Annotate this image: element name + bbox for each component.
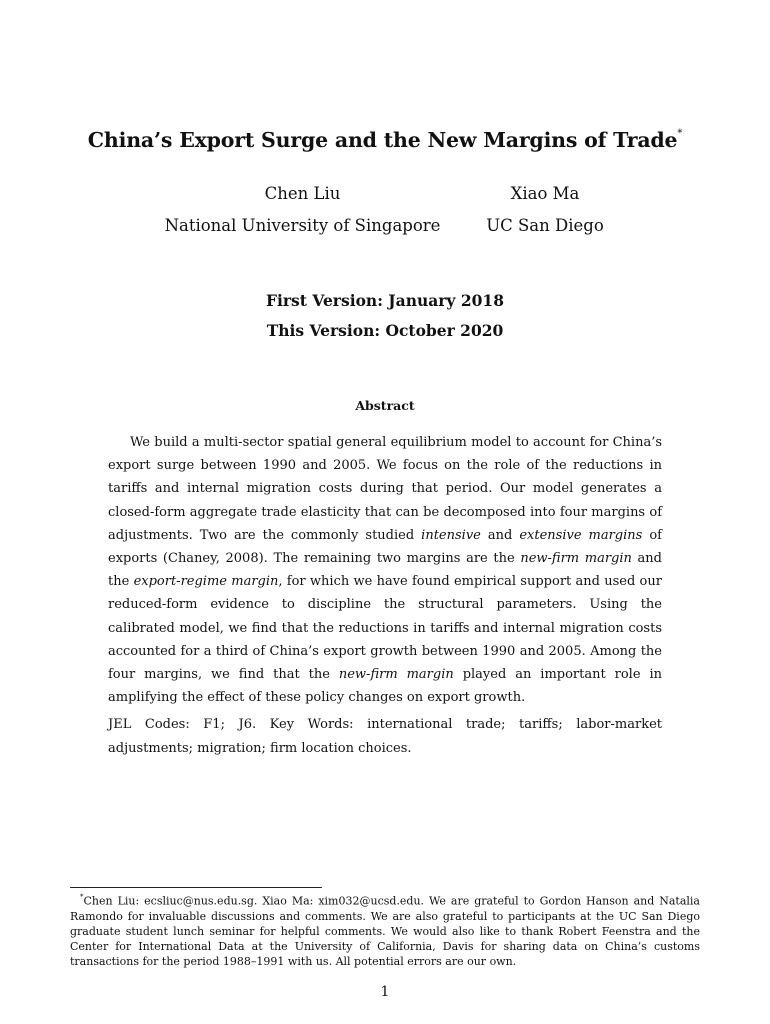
abstract-emphasis: extensive margins — [519, 527, 643, 543]
abstract-heading: Abstract — [355, 398, 415, 413]
author-block-1 — [150, 184, 455, 244]
abstract-text: We build a multi-sector spatial general equilibrium model to account for China’s export surge between 1990 and 2005. We focus on the role of the reductions in tariffs and internal migration costs during that period. Our model generates a closed-form aggregate trade elasticity that can be decomposed into four margins of adjustments. Two are the commonly studied — [108, 435, 662, 543]
first-version-date: First Version: January 2018 — [266, 291, 504, 310]
author-name: Chen Liu — [264, 184, 341, 203]
paper-title-text: China’s Export Surge and the New Margins of Trade — [87, 128, 678, 152]
footnote — [70, 891, 700, 970]
abstract-body — [108, 431, 662, 709]
page-number: 1 — [380, 984, 390, 1000]
this-version-date: This Version: October 2020 — [266, 321, 504, 340]
abstract-emphasis: export-regime margin — [133, 574, 279, 590]
footnote-text: Chen Liu: ecsliuc@nus.edu.sg. Xiao Ma: xim032@ucsd.edu. We are grateful to Gordon Hanson and Natalia Ramondo for invaluable discussions and comments. We are also grateful to participants at the UC San Diego graduate student lunch seminar for helpful comments. We would also like to thank Robert Feenstra and the Center for International Data at the University of California, Davis for sharing data on China’s customs transactions for the period 1988–1991 with us. All potential errors are our own. — [70, 894, 700, 969]
abstract-text: played an important role in amplifying the effect of these policy changes on export growth. — [108, 667, 663, 706]
author-name: Xiao Ma — [510, 184, 580, 203]
keywords-paragraph: JEL Codes: F1; J6. Key Words: international trade; tariffs; labor-market adjustments; migration; firm location choices. — [108, 717, 662, 756]
abstract-emphasis: new-firm margin — [338, 667, 454, 683]
title-footnote-mark: * — [677, 128, 683, 140]
author-affiliation: National University of Singapore — [164, 216, 441, 235]
abstract-emphasis: new-firm margin — [520, 551, 632, 567]
author-block-2 — [470, 184, 620, 244]
footnote-divider — [70, 887, 322, 888]
footnote-mark: * — [80, 893, 84, 901]
author-affiliation: UC San Diego — [486, 216, 604, 235]
abstract-text: , for which we have found empirical support and used our reduced-form evidence to discipline the structural parameters. Using the calibrated model, we find that the reductions in tariffs and internal migration costs accounted for a third of China’s export growth between 1990 and 2005. Among the four margins, we find that the — [108, 574, 662, 683]
abstract-text: and — [480, 527, 520, 543]
abstract-emphasis: intensive — [421, 527, 481, 543]
paper-title — [0, 128, 770, 152]
abstract-text: and the — [108, 551, 663, 590]
abstract-text: of exports (Chaney, 2008). The remaining two margins are the — [108, 527, 662, 567]
